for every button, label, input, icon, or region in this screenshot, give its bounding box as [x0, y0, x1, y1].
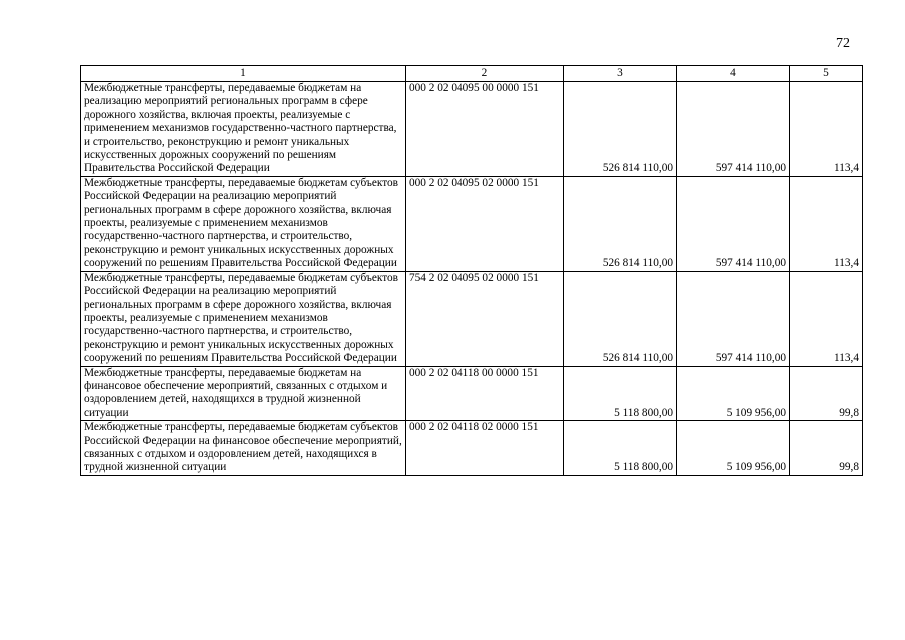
header-row — [81, 66, 863, 82]
row-col4-value: 597 414 110,00 — [677, 176, 790, 271]
row-name: Межбюджетные трансферты, передаваемые бюджетам субъектов Российской Федерации на реализацию мероприятий региональных программ в сфере дорожного хозяйства, включая проекты, реализуемые с применением механизмов государственно-частного партнерства, и строительство, реконструкцию и ремонт уникальных искусственных дорожных сооружений по решениям Правительства Российской Федерации — [81, 176, 406, 271]
table-row — [81, 176, 863, 271]
row-code: 754 2 02 04095 02 0000 151 — [406, 271, 564, 366]
row-col5-value: 113,4 — [790, 176, 863, 271]
table-row — [81, 271, 863, 366]
col-header-1: 1 — [81, 66, 406, 82]
col-header-5: 5 — [790, 66, 863, 82]
budget-table — [80, 65, 863, 476]
table-row — [81, 366, 863, 421]
row-col5-value: 99,8 — [790, 421, 863, 476]
table-row — [81, 421, 863, 476]
col-header-3: 3 — [564, 66, 677, 82]
row-col4-value: 597 414 110,00 — [677, 271, 790, 366]
row-col5-value: 113,4 — [790, 82, 863, 177]
col-header-4: 4 — [677, 66, 790, 82]
row-name: Межбюджетные трансферты, передаваемые бюджетам субъектов Российской Федерации на финансовое обеспечение мероприятий, связанных с отдыхом и оздоровлением детей, находящихся в трудной жизненной ситуации — [81, 421, 406, 476]
row-code: 000 2 02 04118 00 0000 151 — [406, 366, 564, 421]
row-name: Межбюджетные трансферты, передаваемые бюджетам субъектов Российской Федерации на реализацию мероприятий региональных программ в сфере дорожного хозяйства, включая проекты, реализуемые с применением механизмов государственно-частного партнерства, и строительство, реконструкцию и ремонт уникальных искусственных дорожных сооружений по решениям Правительства Российской Федерации — [81, 271, 406, 366]
table-row — [81, 82, 863, 177]
row-col5-value: 113,4 — [790, 271, 863, 366]
row-col3-value: 5 118 800,00 — [564, 421, 677, 476]
row-col3-value: 5 118 800,00 — [564, 366, 677, 421]
row-name: Межбюджетные трансферты, передаваемые бюджетам на реализацию мероприятий региональных программ в сфере дорожного хозяйства, включая проекты, реализуемые с применением механизмов государственно-частного партнерства, и строительство, реконструкцию и ремонт уникальных искусственных дорожных сооружений по решениям Правительства Российской Федерации — [81, 82, 406, 177]
row-col4-value: 5 109 956,00 — [677, 421, 790, 476]
row-col5-value: 99,8 — [790, 366, 863, 421]
row-col3-value: 526 814 110,00 — [564, 82, 677, 177]
row-col3-value: 526 814 110,00 — [564, 176, 677, 271]
row-col4-value: 5 109 956,00 — [677, 366, 790, 421]
row-name: Межбюджетные трансферты, передаваемые бюджетам на финансовое обеспечение мероприятий, связанных с отдыхом и оздоровлением детей, находящихся в трудной жизненной ситуации — [81, 366, 406, 421]
row-code: 000 2 02 04118 02 0000 151 — [406, 421, 564, 476]
page-number: 72 — [836, 36, 850, 51]
row-code: 000 2 02 04095 00 0000 151 — [406, 82, 564, 177]
col-header-2: 2 — [406, 66, 564, 82]
row-col3-value: 526 814 110,00 — [564, 271, 677, 366]
row-col4-value: 597 414 110,00 — [677, 82, 790, 177]
row-code: 000 2 02 04095 02 0000 151 — [406, 176, 564, 271]
